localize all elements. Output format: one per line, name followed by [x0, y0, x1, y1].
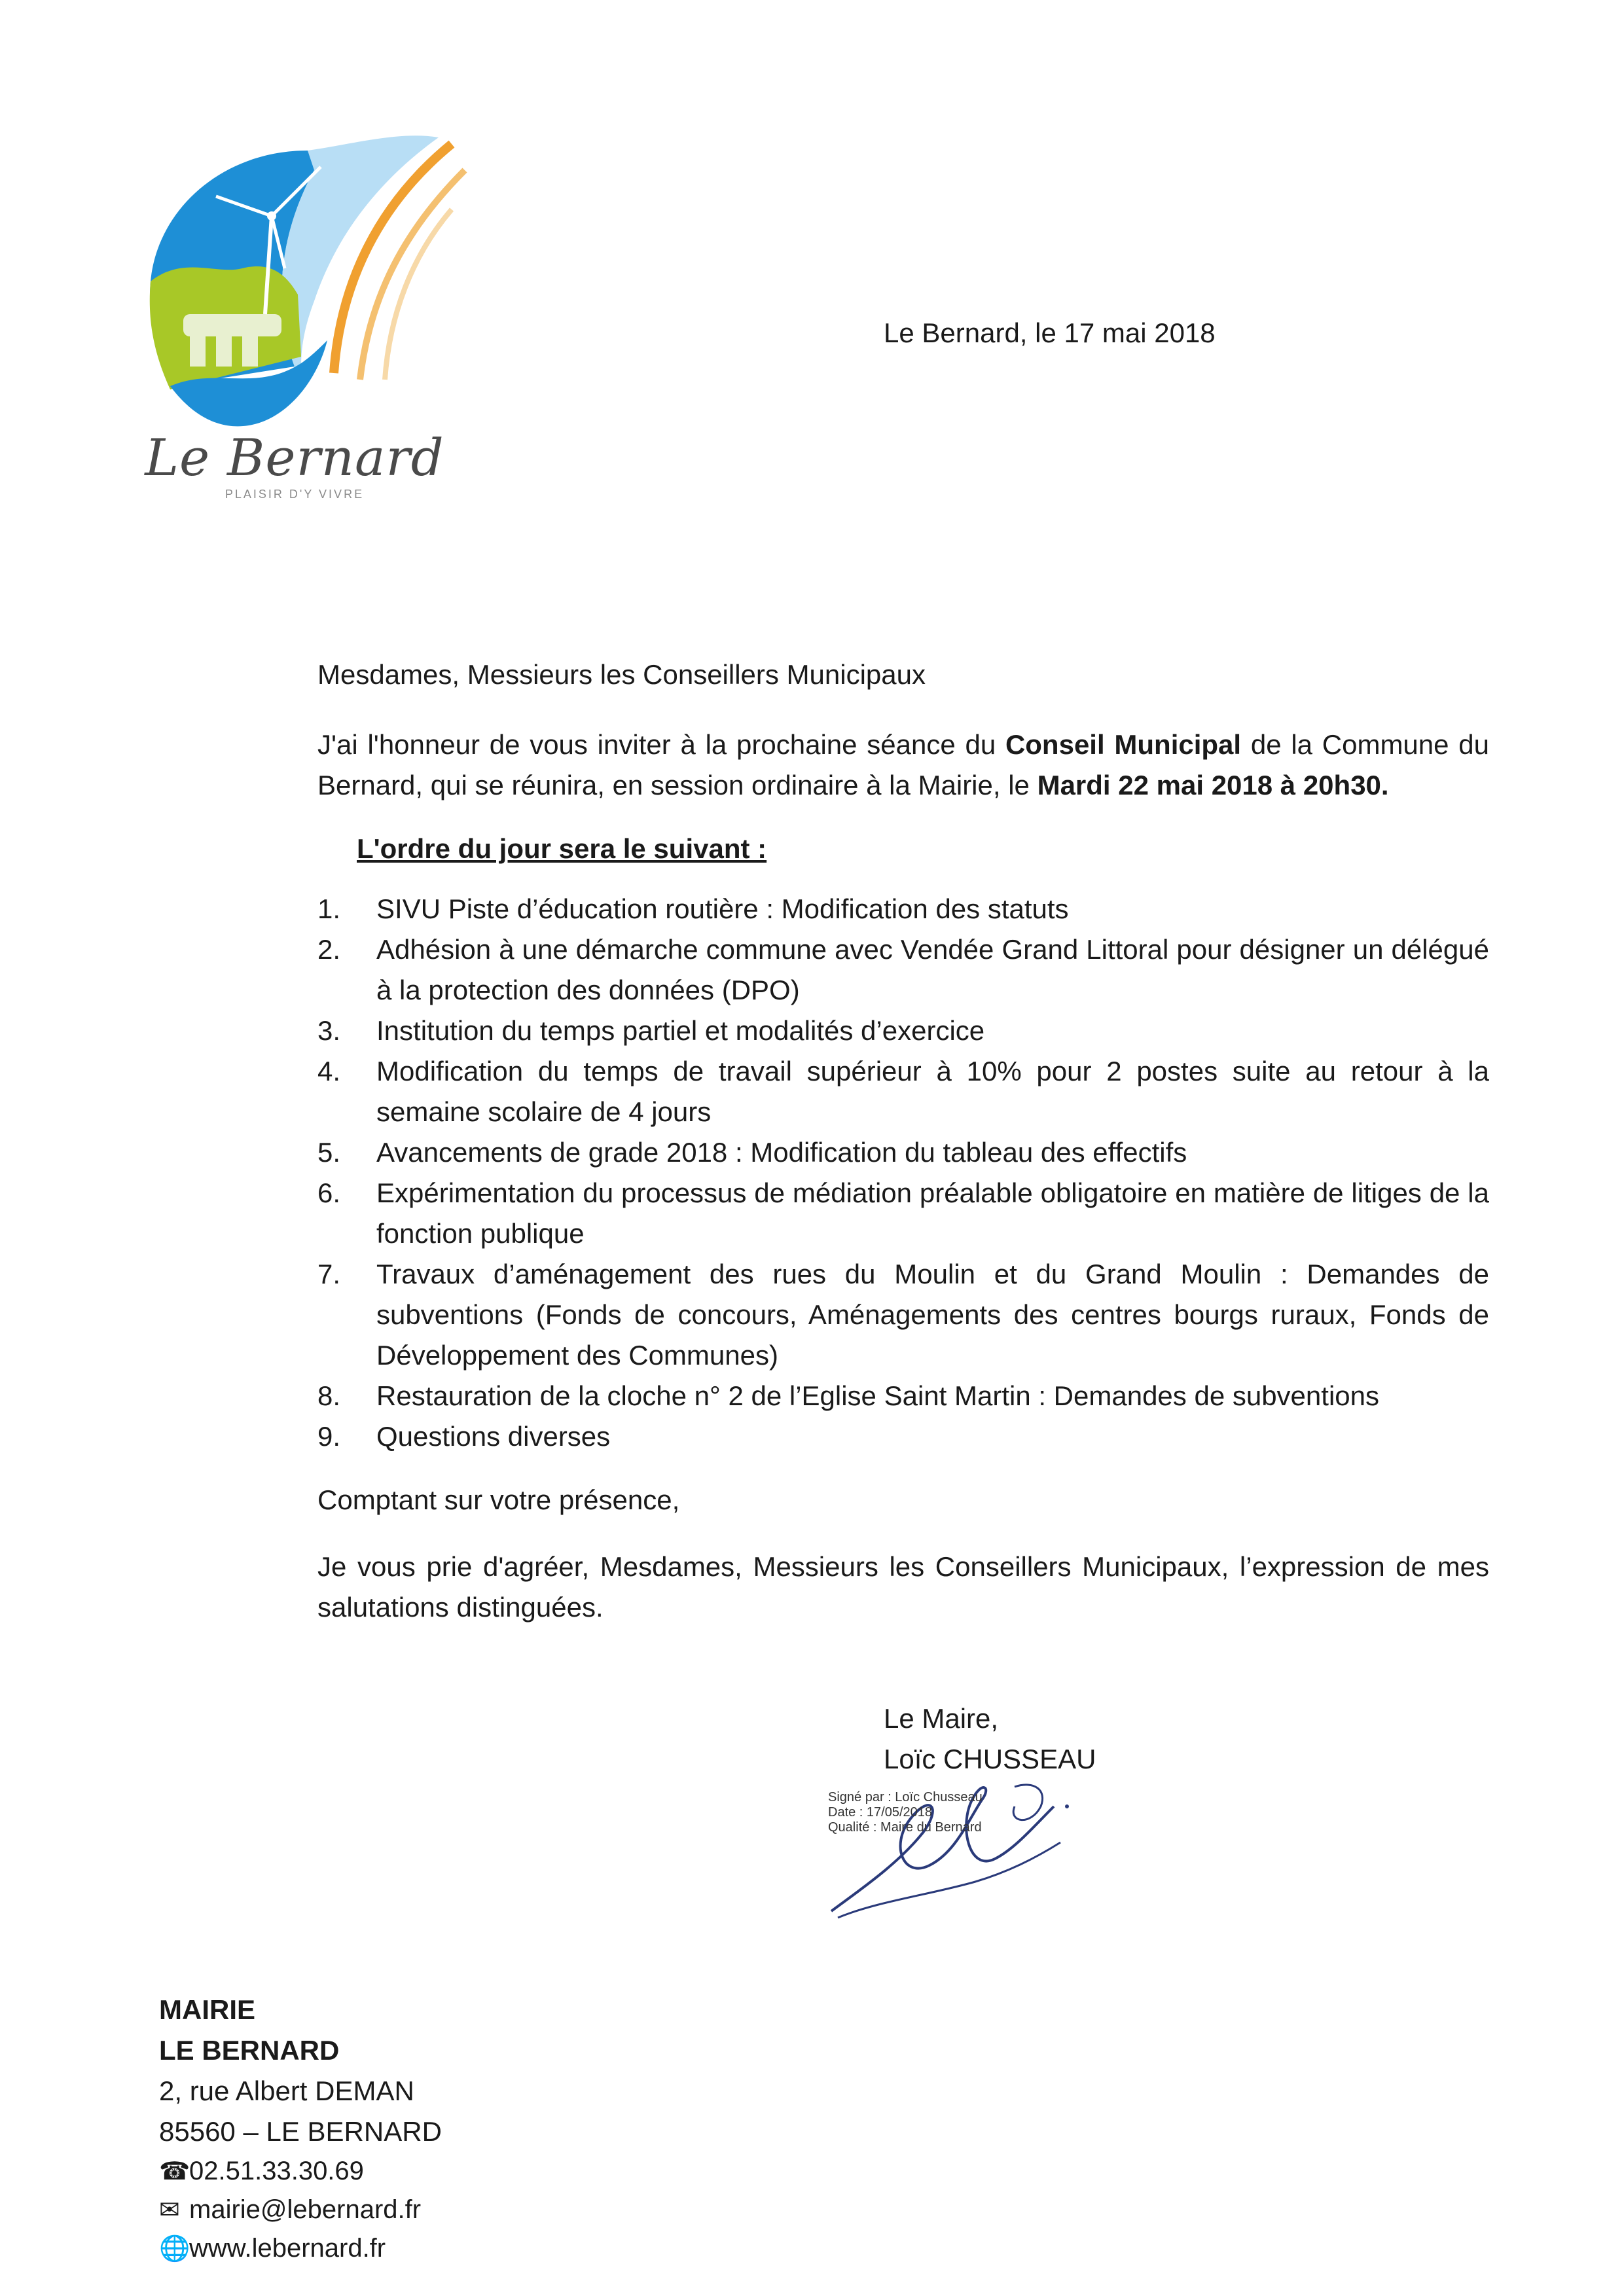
closing-line: Comptant sur votre présence, — [317, 1484, 680, 1515]
agenda-item — [317, 1376, 1489, 1416]
intro-paragraph — [317, 725, 1489, 806]
agenda-item — [317, 1011, 1489, 1051]
logo-tagline: PLAISIR D'Y VIVRE — [225, 488, 365, 501]
handwritten-signature — [818, 1761, 1080, 1931]
agenda-item — [317, 1416, 1489, 1457]
agenda-item-text: Restauration de la cloche n° 2 de l’Eglise Saint Martin : Demandes de subventions — [376, 1380, 1379, 1411]
agenda-item — [317, 889, 1489, 929]
logo-name: Le Bernard — [145, 429, 444, 488]
agenda-item-number: 2. — [317, 934, 341, 965]
email-address[interactable]: mairie@lebernard.fr — [189, 2195, 422, 2224]
agenda-item — [317, 1173, 1489, 1254]
letter-date: Le Bernard, le 17 mai 2018 — [884, 317, 1216, 348]
intro-bold-date: Mardi 22 mai 2018 à 20h30. — [1037, 770, 1389, 800]
agenda-item-text: Institution du temps partiel et modalités d’exercice — [376, 1015, 985, 1046]
logo-emblem-icon — [144, 131, 471, 432]
footer-commune: LE BERNARD — [159, 2035, 340, 2066]
salutation: Mesdames, Messieurs les Conseillers Municipaux — [317, 659, 926, 690]
globe-icon: 🌐 — [159, 2235, 190, 2263]
agenda-item-number: 9. — [317, 1421, 341, 1452]
website-link[interactable]: www.lebernard.fr — [189, 2234, 386, 2263]
agenda-item-number: 7. — [317, 1259, 341, 1289]
agenda-item-number: 1. — [317, 893, 341, 924]
agenda-title: L'ordre du jour sera le suivant : — [357, 833, 767, 864]
phone-number: 02.51.33.30.69 — [189, 2157, 364, 2185]
footer-contact — [159, 1990, 442, 2268]
email-icon: ✉ — [159, 2197, 180, 2224]
agenda-list — [317, 889, 1489, 1457]
agenda-item-number: 6. — [317, 1177, 341, 1208]
letter-body — [317, 655, 1489, 1628]
agenda-item — [317, 1132, 1489, 1173]
intro-text-1: J'ai l'honneur de vous inviter à la prochaine séance du — [317, 729, 1005, 760]
agenda-item — [317, 1254, 1489, 1376]
agenda-item-number: 5. — [317, 1137, 341, 1168]
footer-web — [159, 2229, 442, 2268]
agenda-item-text: Expérimentation du processus de médiation préalable obligatoire en matière de litiges de la fonction publique — [376, 1177, 1489, 1249]
agenda-item-text: Travaux d’aménagement des rues du Moulin et du Grand Moulin : Demandes de subventions (Fonds de concours, Aménagements des centres bourgs ruraux, Fonds de Développement des Communes) — [376, 1259, 1489, 1371]
agenda-item-text: Questions diverses — [376, 1421, 611, 1452]
agenda-item-number: 4. — [317, 1056, 341, 1086]
agenda-item-text: Adhésion à une démarche commune avec Vendée Grand Littoral pour désigner un délégué à la protection des données (DPO) — [376, 934, 1489, 1005]
signer-quality: Qualité : Maire du Bernard — [828, 1820, 982, 1835]
signed-by: Signé par : Loïc Chusseau — [828, 1790, 983, 1804]
agenda-item-text: Modification du temps de travail supérieur à 10% pour 2 postes suite au retour à la semaine scolaire de 4 jours — [376, 1056, 1489, 1127]
signature-name: Loïc CHUSSEAU — [884, 1744, 1096, 1774]
intro-text-2: de la Commune du Bernard, qui se réunira, en session ordinaire à la Mairie, le — [317, 729, 1489, 800]
closing-formula: Je vous prie d'agréer, Mesdames, Messieurs les Conseillers Municipaux, l’expression de mes salutations distinguées. — [317, 1551, 1489, 1623]
footer-address-city: 85560 – LE BERNARD — [159, 2116, 442, 2147]
agenda-item-number: 8. — [317, 1380, 341, 1411]
footer-email — [159, 2191, 442, 2229]
footer-mairie: MAIRIE — [159, 1994, 255, 2025]
signature-date: Date : 17/05/2018 — [828, 1805, 933, 1820]
footer-phone — [159, 2152, 442, 2191]
agenda-item-text: SIVU Piste d’éducation routière : Modification des statuts — [376, 893, 1069, 924]
municipality-logo — [144, 131, 471, 524]
intro-bold-council: Conseil Municipal — [1005, 729, 1242, 760]
footer-address-street: 2, rue Albert DEMAN — [159, 2075, 414, 2106]
agenda-item — [317, 1051, 1489, 1132]
agenda-item — [317, 929, 1489, 1011]
agenda-item-text: Avancements de grade 2018 : Modification du tableau des effectifs — [376, 1137, 1187, 1168]
phone-icon: ☎ — [159, 2158, 190, 2185]
agenda-item-number: 3. — [317, 1015, 341, 1046]
digital-signature-meta — [828, 1790, 983, 1835]
signature-title: Le Maire, — [884, 1703, 999, 1734]
